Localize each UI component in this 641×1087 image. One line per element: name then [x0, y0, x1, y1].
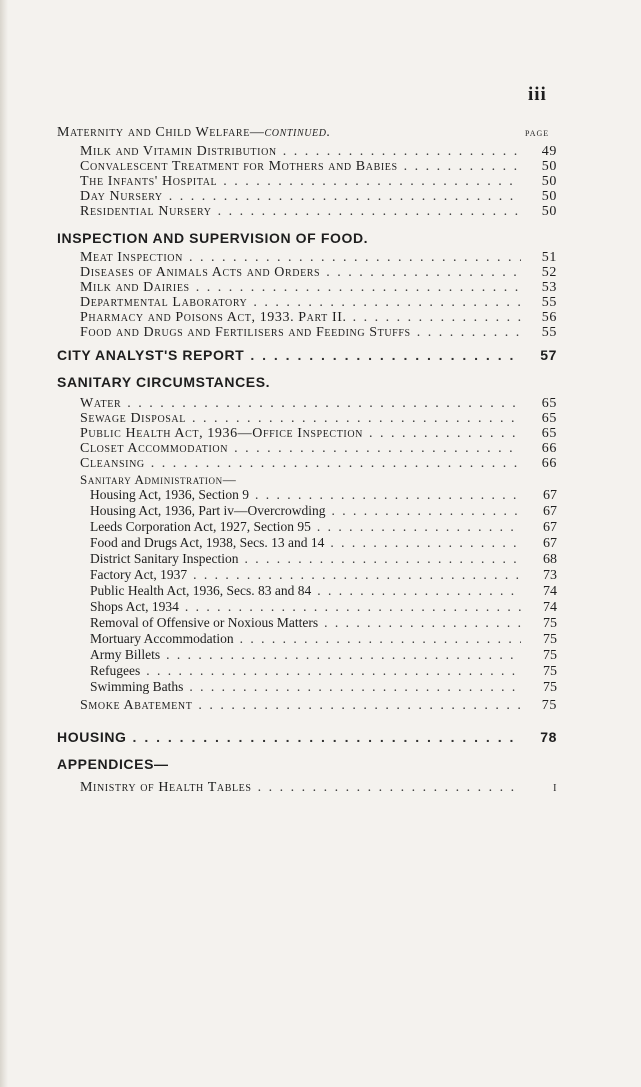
toc-entry-page: 75 — [543, 648, 557, 663]
toc-entry-label: Smoke Abatement — [80, 698, 193, 713]
dot-leader — [255, 487, 521, 503]
dot-leader — [326, 265, 521, 281]
dot-leader — [146, 663, 521, 679]
toc-entry[interactable] — [90, 599, 557, 616]
toc-entry-page: 50 — [541, 204, 557, 219]
dot-leader — [240, 631, 521, 647]
toc-entry[interactable] — [90, 631, 557, 648]
dot-leader — [133, 729, 521, 745]
toc-entry-label: Housing Act, 1936, Section 9 — [90, 487, 249, 502]
toc-entry-label: Diseases of Animals Acts and Orders — [80, 265, 321, 280]
toc-entry-label: Mortuary Accommodation — [90, 631, 234, 646]
toc-entry-page: 52 — [541, 265, 557, 280]
toc-entry[interactable] — [80, 325, 557, 341]
toc-entry-label: Day Nursery — [80, 189, 163, 204]
toc-entry-label: Departmental Laboratory — [80, 295, 248, 310]
dot-leader — [127, 396, 521, 412]
dot-leader — [353, 310, 521, 326]
toc-entry[interactable] — [90, 535, 557, 552]
toc-entry[interactable] — [80, 310, 557, 326]
toc-entry-page: 50 — [541, 189, 557, 204]
toc-entry[interactable] — [80, 159, 557, 175]
toc-entry[interactable] — [90, 567, 557, 584]
toc-entry-page: 66 — [541, 441, 557, 456]
toc-entry-label: Refugees — [90, 663, 141, 678]
toc-entry-page: 56 — [541, 310, 557, 325]
toc-entry-page: 75 — [543, 680, 557, 695]
maternity-title-continued: continued. — [264, 125, 331, 140]
dot-leader — [283, 144, 521, 160]
toc-entry-page: 75 — [543, 664, 557, 679]
dot-leader — [189, 250, 521, 266]
section-heading-appendices: APPENDICES— — [57, 756, 169, 772]
toc-entry-label: Housing Act, 1936, Part iv—Overcrowding — [90, 503, 326, 518]
dot-leader — [404, 159, 521, 175]
dot-leader — [223, 174, 521, 190]
toc-entry-page: 49 — [541, 144, 557, 159]
dot-leader — [253, 295, 521, 311]
dot-leader — [417, 325, 521, 341]
dot-leader — [198, 698, 521, 714]
toc-entry[interactable] — [80, 189, 557, 205]
dot-leader — [331, 503, 521, 519]
toc-entry-page: 65 — [541, 411, 557, 426]
toc-entry-label: Removal of Offensive or Noxious Matters — [90, 615, 319, 630]
toc-entry-label: Convalescent Treatment for Mothers and Babies — [80, 159, 398, 174]
toc-entry[interactable] — [80, 441, 557, 457]
dot-leader — [166, 647, 521, 663]
toc-entry-housing[interactable] — [57, 729, 557, 745]
toc-entry-page: 55 — [541, 295, 557, 310]
dot-leader — [250, 347, 521, 363]
dot-leader — [192, 411, 521, 427]
toc-entry-page: 67 — [543, 488, 557, 503]
toc-entry-label: Water — [80, 396, 122, 411]
toc-entry-label: Residential Nursery — [80, 204, 212, 219]
toc-entry-label: Leeds Corporation Act, 1927, Section 95 — [90, 519, 311, 534]
toc-entry-page: 50 — [541, 159, 557, 174]
toc-entry-label: Closet Accommodation — [80, 441, 229, 456]
toc-entry[interactable] — [90, 583, 557, 600]
toc-entry-label: Meat Inspection — [80, 250, 183, 265]
toc-entry[interactable] — [90, 487, 557, 504]
dot-leader — [189, 679, 521, 695]
page-number: iii — [528, 84, 547, 105]
toc-entry-page: 65 — [541, 426, 557, 441]
toc-entry-page: 78 — [540, 729, 557, 745]
dot-leader — [324, 615, 521, 631]
toc-entry[interactable] — [80, 204, 557, 220]
toc-entry[interactable] — [80, 698, 557, 714]
toc-entry[interactable] — [80, 174, 557, 190]
toc-entry-page: 66 — [541, 456, 557, 471]
toc-entry[interactable] — [80, 265, 557, 281]
toc-entry-page: 67 — [543, 536, 557, 551]
toc-entry[interactable] — [80, 396, 557, 412]
toc-entry-page: 75 — [543, 632, 557, 647]
toc-entry[interactable] — [80, 456, 557, 472]
toc-entry[interactable] — [90, 503, 557, 520]
dot-leader — [185, 599, 521, 615]
dot-leader — [169, 189, 521, 205]
toc-entry-label: District Sanitary Inspection — [90, 551, 239, 566]
page-column-label: page — [525, 125, 550, 139]
toc-entry-label: Pharmacy and Poisons Act, 1933. Part II. — [80, 310, 347, 325]
dot-leader — [218, 204, 521, 220]
toc-entry-page: 74 — [543, 584, 557, 599]
dot-leader — [317, 519, 521, 535]
toc-entry-page: 67 — [543, 520, 557, 535]
toc-entry-page: 75 — [541, 698, 557, 713]
toc-entry[interactable] — [80, 411, 557, 427]
toc-entry[interactable] — [80, 295, 557, 311]
toc-entry-page: 57 — [540, 347, 557, 363]
toc-entry[interactable] — [80, 144, 557, 160]
toc-entry-label: Milk and Dairies — [80, 280, 190, 295]
section-heading-food: INSPECTION AND SUPERVISION OF FOOD. — [57, 230, 369, 246]
dot-leader — [234, 441, 521, 457]
toc-entry[interactable] — [80, 780, 557, 796]
toc-entry-page: 67 — [543, 504, 557, 519]
toc-entry-label: Food and Drugs and Fertilisers and Feeding Stuffs — [80, 325, 411, 340]
section-heading-housing: HOUSING — [57, 729, 127, 745]
dot-leader — [193, 567, 521, 583]
toc-entry-label: Public Health Act, 1936, Secs. 83 and 84 — [90, 583, 312, 598]
toc-entry[interactable] — [90, 615, 557, 632]
toc-entry-label: Ministry of Health Tables — [80, 780, 252, 795]
toc-entry-page: 75 — [543, 616, 557, 631]
toc-entry-label: Army Billets — [90, 647, 161, 662]
dot-leader — [258, 780, 521, 796]
toc-entry-label: Public Health Act, 1936—Office Inspection — [80, 426, 363, 441]
dot-leader — [369, 426, 521, 442]
maternity-title: Maternity and Child Welfare— — [57, 125, 265, 140]
toc-entry-page: 53 — [541, 280, 557, 295]
toc-entry-page: 68 — [543, 552, 557, 567]
dot-leader — [151, 456, 521, 472]
toc-entry-page: 74 — [543, 600, 557, 615]
section-heading-maternity — [57, 125, 331, 141]
subheading-sanitary-administration: Sanitary Administration— — [80, 472, 237, 487]
toc-entry[interactable] — [90, 551, 557, 568]
toc-entry-label: Milk and Vitamin Distribution — [80, 144, 277, 159]
toc-entry-label: Cleansing — [80, 456, 145, 471]
toc-entry-label: Sewage Disposal — [80, 411, 186, 426]
toc-entry-page: 55 — [541, 325, 557, 340]
dot-leader — [196, 280, 521, 296]
toc-entry[interactable] — [80, 426, 557, 442]
toc-entry[interactable] — [90, 663, 557, 680]
dot-leader — [317, 583, 521, 599]
section-heading-sanitary: SANITARY CIRCUMSTANCES. — [57, 374, 271, 390]
toc-entry-page: 51 — [541, 250, 557, 265]
toc-entry-page: 50 — [541, 174, 557, 189]
section-heading-analyst: CITY ANALYST'S REPORT — [57, 347, 245, 363]
toc-entry[interactable] — [90, 519, 557, 536]
toc-entry-label: Swimming Baths — [90, 679, 184, 694]
toc-entry-label: The Infants' Hospital — [80, 174, 218, 189]
toc-entry[interactable] — [90, 679, 557, 696]
toc-entry-page: i — [553, 780, 557, 795]
dot-leader — [330, 535, 521, 551]
dot-leader — [244, 551, 521, 567]
toc-entry[interactable] — [90, 647, 557, 664]
toc-entry-analyst[interactable] — [57, 347, 557, 363]
toc-entry[interactable] — [80, 250, 557, 266]
toc-entry-label: Shops Act, 1934 — [90, 599, 179, 614]
toc-entry[interactable] — [80, 280, 557, 296]
toc-entry-label: Food and Drugs Act, 1938, Secs. 13 and 14 — [90, 535, 325, 550]
toc-entry-page: 65 — [541, 396, 557, 411]
toc-entry-page: 73 — [543, 568, 557, 583]
toc-entry-label: Factory Act, 1937 — [90, 567, 188, 582]
